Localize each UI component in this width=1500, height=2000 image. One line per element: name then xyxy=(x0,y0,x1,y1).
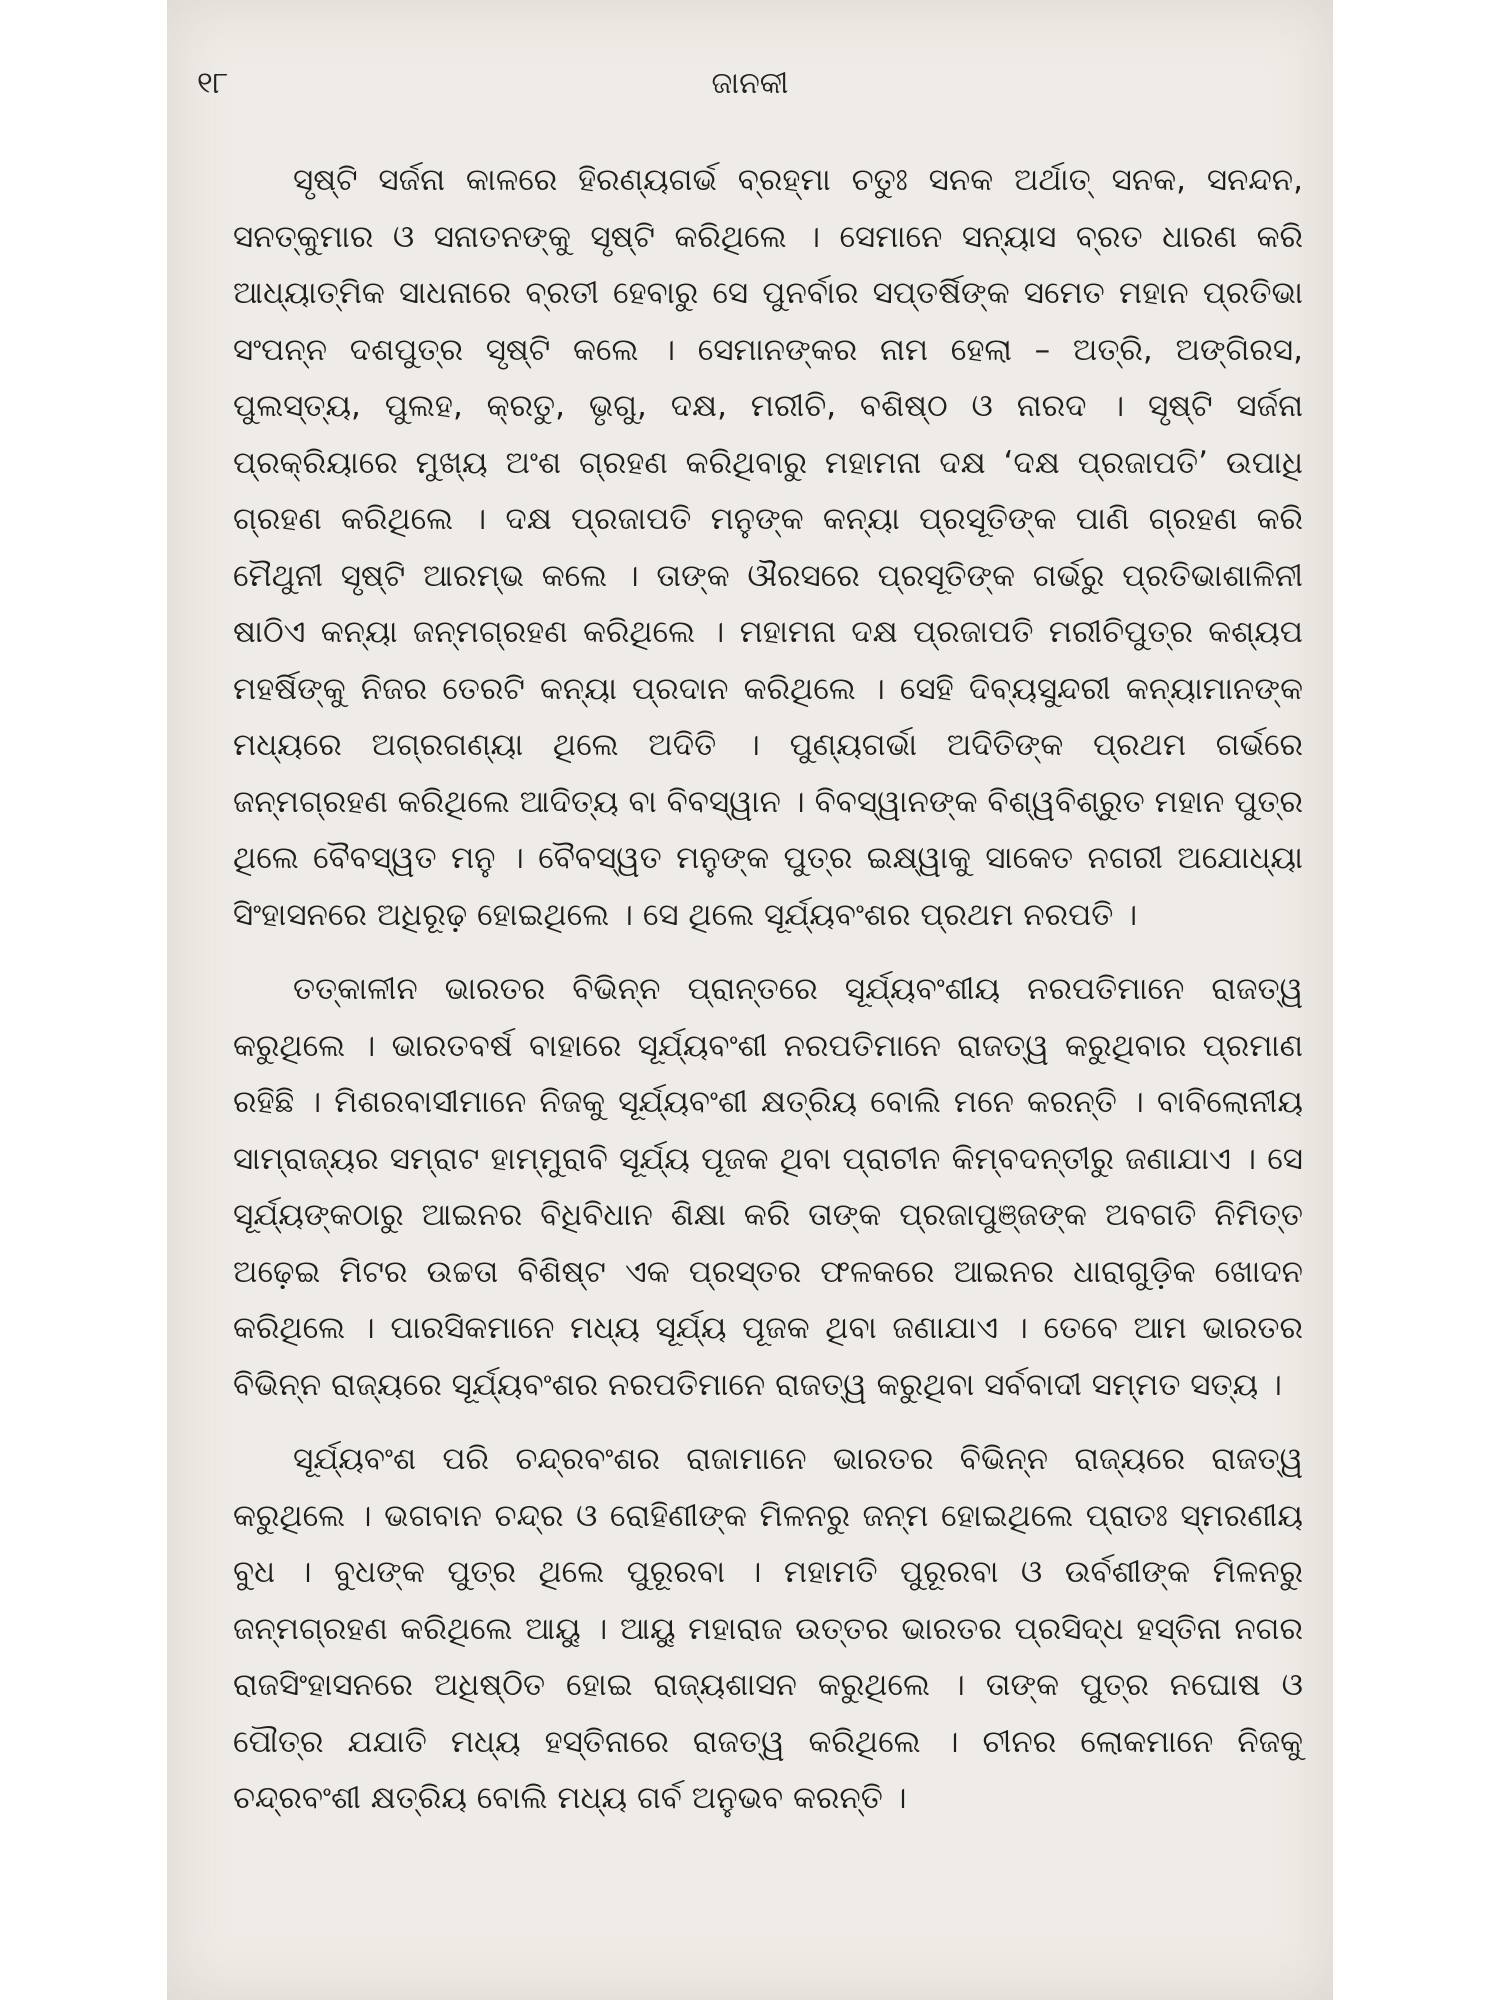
page-header xyxy=(167,58,1333,128)
book-page xyxy=(167,0,1333,2000)
page-number: ୧୮ xyxy=(197,66,229,101)
paragraph-1: ସୃଷ୍ଟି ସର୍ଜନା କାଳରେ ହିରଣ୍ୟଗର୍ଭ ବ୍ରହ୍ମା ଚତୁଃ ସନକ ଅର୍ଥାତ୍ ସନକ, ସନନ୍ଦନ, ସନତ୍କୁମାର ଓ ସନାତନଙ୍କୁ ସୃଷ୍ଟି କରିଥିଲେ । ସେମାନେ ସନ୍ୟାସ ବ୍ରତ ଧାରଣ କରି ଆଧ୍ୟାତ୍ମିକ ସାଧନାରେ ବ୍ରତୀ ହେବାରୁ ସେ ପୁନର୍ବାର ସପ୍ତର୍ଷିଙ୍କ ସମେତ ମହାନ ପ୍ରତିଭା ସଂପନ୍ନ ଦଶପୁତ୍ର ସୃଷ୍ଟି କଲେ । ସେମାନଙ୍କର ନାମ ହେଲା – ଅତ୍ରି, ଅଙ୍ଗିରସ, ପୁଲସ୍ତ୍ୟ, ପୁଲହ, କ୍ରତୁ, ଭୃଗୁ, ଦକ୍ଷ, ମରୀଚି, ବଶିଷ୍ଠ ଓ ନାରଦ । ସୃଷ୍ଟି ସର୍ଜନା ପ୍ରକ୍ରିୟାରେ ମୁଖ୍ୟ ଅଂଶ ଗ୍ରହଣ କରିଥିବାରୁ ମହାମନା ଦକ୍ଷ ‘ଦକ୍ଷ ପ୍ରଜାପତି’ ଉପାଧି ଗ୍ରହଣ କରିଥିଲେ । ଦକ୍ଷ ପ୍ରଜାପତି ମନୁଙ୍କ କନ୍ୟା ପ୍ରସୂତିଙ୍କ ପାଣି ଗ୍ରହଣ କରି ମୈଥୁନୀ ସୃଷ୍ଟି ଆରମ୍ଭ କଲେ । ତାଙ୍କ ଔରସରେ ପ୍ରସୂତିଙ୍କ ଗର୍ଭରୁ ପ୍ରତିଭାଶାଳିନୀ ଷାଠିଏ କନ୍ୟା ଜନ୍ମଗ୍ରହଣ କରିଥିଲେ । ମହାମନା ଦକ୍ଷ ପ୍ରଜାପତି ମରୀଚିପୁତ୍ର କଶ୍ୟପ ମହର୍ଷିଙ୍କୁ ନିଜର ତେରଟି କନ୍ୟା ପ୍ରଦାନ କରିଥିଲେ । ସେହି ଦିବ୍ୟସୁନ୍ଦରୀ କନ୍ୟାମାନଙ୍କ ମଧ୍ୟରେ ଅଗ୍ରଗଣ୍ୟା ଥିଲେ ଅଦିତି । ପୁଣ୍ୟଗର୍ଭା ଅଦିତିଙ୍କ ପ୍ରଥମ ଗର୍ଭରେ ଜନ୍ମଗ୍ରହଣ କରିଥିଲେ ଆଦିତ୍ୟ ବା ବିବସ୍ୱାନ । ବିବସ୍ୱାନଙ୍କ ବିଶ୍ୱବିଶ୍ରୁତ ମହାନ ପୁତ୍ର ଥିଲେ ବୈବସ୍ୱତ ମନୁ । ବୈବସ୍ୱତ ମନୁଙ୍କ ପୁତ୍ର ଇକ୍ଷ୍ୱାକୁ ସାକେତ ନଗରୀ ଅଯୋଧ୍ୟା ସିଂହାସନରେ ଅଧିରୂଢ଼ ହୋଇଥିଲେ । ସେ ଥିଲେ ସୂର୍ଯ୍ୟବଂଶର ପ୍ରଥମ ନରପତି । xyxy=(233,162,1303,933)
paragraph-3: ସୂର୍ଯ୍ୟବଂଶ ପରି ଚନ୍ଦ୍ରବଂଶର ରାଜାମାନେ ଭାରତର ବିଭିନ୍ନ ରାଜ୍ୟରେ ରାଜତ୍ୱ କରୁଥିଲେ । ଭଗବାନ ଚନ୍ଦ୍ର ଓ ରୋହିଣୀଙ୍କ ମିଳନରୁ ଜନ୍ମ ହୋଇଥିଲେ ପ୍ରାତଃ ସ୍ମରଣୀୟ ବୁଧ । ବୁଧଙ୍କ ପୁତ୍ର ଥିଲେ ପୁରୂରବା । ମହାମତି ପୁରୂରବା ଓ ଉର୍ବଶୀଙ୍କ ମିଳନରୁ ଜନ୍ମଗ୍ରହଣ କରିଥିଲେ ଆୟୁ । ଆୟୁ ମହାରାଜ ଉତ୍ତର ଭାରତର ପ୍ରସିଦ୍ଧ ହସ୍ତିନା ନଗର ରାଜସିଂହାସନରେ ଅଧିଷ୍ଠିତ ହୋଇ ରାଜ୍ୟଶାସନ କରୁଥିଲେ । ତାଙ୍କ ପୁତ୍ର ନଘୋଷ ଓ ପୌତ୍ର ଯଯାତି ମଧ୍ୟ ହସ୍ତିନାରେ ରାଜତ୍ୱ କରିଥିଲେ । ଚୀନର ଲୋକମାନେ ନିଜକୁ ଚନ୍ଦ୍ରବଂଶୀ କ୍ଷତ୍ରିୟ ବୋଲି ମଧ୍ୟ ଗର୍ବ ଅନୁଭବ କରନ୍ତି । xyxy=(233,1441,1303,1816)
paragraph-2: ତତ୍କାଳୀନ ଭାରତର ବିଭିନ୍ନ ପ୍ରାନ୍ତରେ ସୂର୍ଯ୍ୟବଂଶୀୟ ନରପତିମାନେ ରାଜତ୍ୱ କରୁଥିଲେ । ଭାରତବର୍ଷ ବାହାରେ ସୂର୍ଯ୍ୟବଂଶୀ ନରପତିମାନେ ରାଜତ୍ୱ କରୁଥିବାର ପ୍ରମାଣ ରହିଛି । ମିଶରବାସୀମାନେ ନିଜକୁ ସୂର୍ଯ୍ୟବଂଶୀ କ୍ଷତ୍ରିୟ ବୋଲି ମନେ କରନ୍ତି । ବାବିଲୋନୀୟ ସାମ୍ରାଜ୍ୟର ସମ୍ରାଟ ହାମ୍ମୁରାବି ସୂର୍ଯ୍ୟ ପୂଜକ ଥିବା ପ୍ରାଚୀନ କିମ୍ବଦନ୍ତୀରୁ ଜଣାଯାଏ । ସେ ସୂର୍ଯ୍ୟଙ୍କଠାରୁ ଆଇନର ବିଧିବିଧାନ ଶିକ୍ଷା କରି ତାଙ୍କ ପ୍ରଜାପୁଞ୍ଜଙ୍କ ଅବଗତି ନିମିତ୍ତ ଅଢ଼େଇ ମିଟର ଉଚ୍ଚତା ବିଶିଷ୍ଟ ଏକ ପ୍ରସ୍ତର ଫଳକରେ ଆଇନର ଧାରାଗୁଡ଼ିକ ଖୋଦନ କରିଥିଲେ । ପାରସିକମାନେ ମଧ୍ୟ ସୂର୍ଯ୍ୟ ପୂଜକ ଥିବା ଜଣାଯାଏ । ତେବେ ଆମ ଭାରତର ବିଭିନ୍ନ ରାଜ୍ୟରେ ସୂର୍ଯ୍ୟବଂଶର ନରପତିମାନେ ରାଜତ୍ୱ କରୁଥିବା ସର୍ବବାଦୀ ସମ୍ମତ ସତ୍ୟ । xyxy=(233,971,1303,1403)
page-body xyxy=(233,152,1303,1845)
running-title: ଜାନକୀ xyxy=(711,66,789,101)
